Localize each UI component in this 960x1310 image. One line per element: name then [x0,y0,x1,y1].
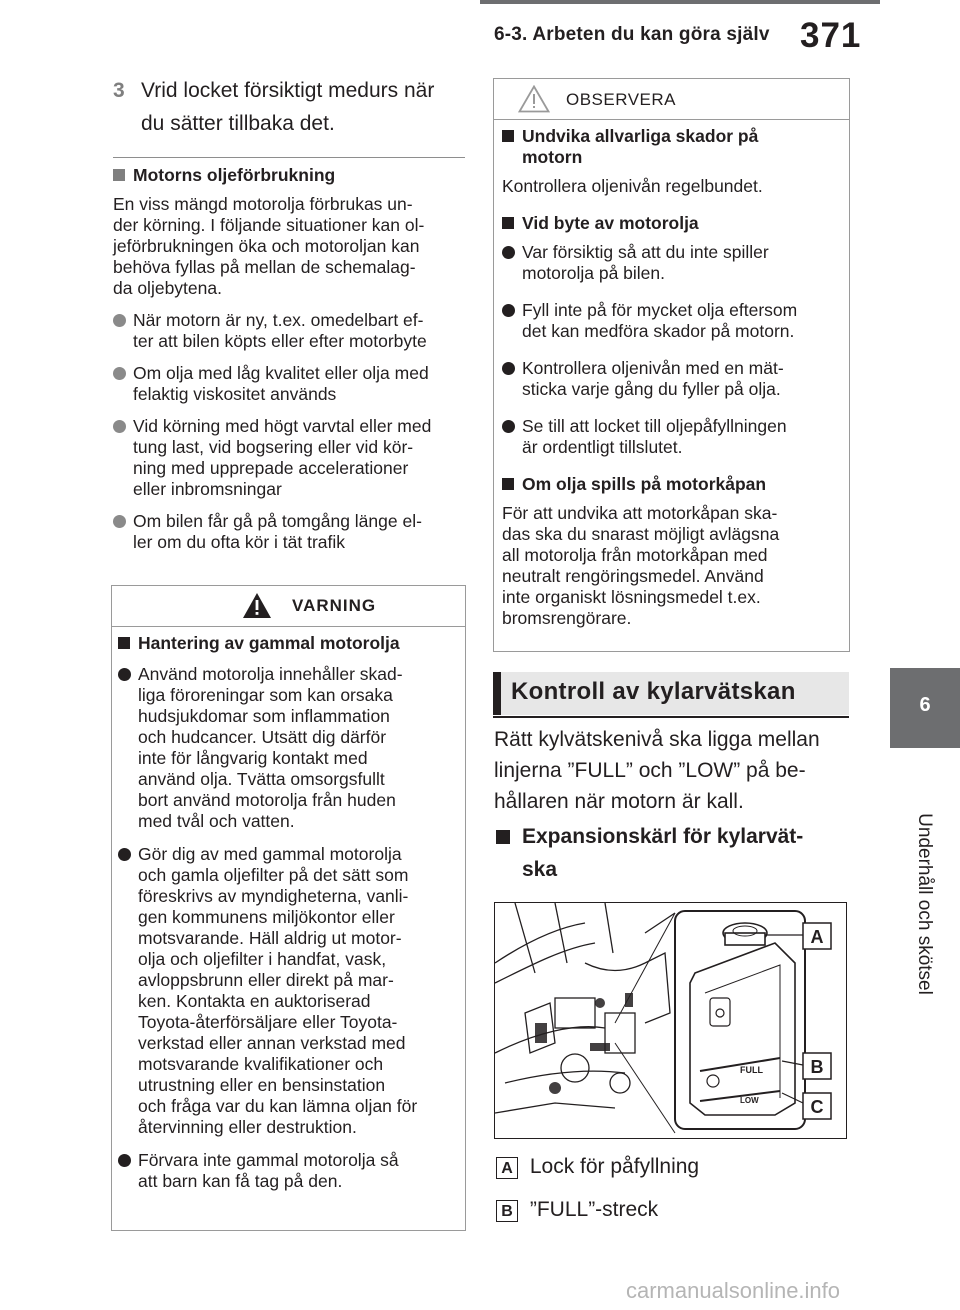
text-line: linjerna ”FULL” och ”LOW” på be- [494,759,806,782]
list-line: ning med upprepade accelerationer [133,458,409,478]
caution-triangle-icon [518,85,550,113]
warning-heading: Hantering av gammal motorolja [118,633,458,654]
list-line: och hudcancer. Utsätt dig därför [138,727,387,747]
warning-box [111,585,466,1231]
list-line: hudsjukdomar som inflammation [138,706,390,726]
callout-a: A [810,927,824,947]
list-item [502,300,842,342]
page-number: 371 [800,16,862,55]
list-line: föreskrivs av myndigheterna, vanli- [138,886,409,906]
list-line: olja och oljefilter i handfat, vask, [138,949,387,969]
list-line: Om bilen får gå på tomgång länge el- [133,511,422,531]
oil-consumption-section [113,165,465,553]
list-line: verkstad eller annan verkstad med [138,1033,406,1053]
list-line: Fyll inte på för mycket olja eftersom [522,300,798,320]
warning-triangle-icon [242,592,272,619]
list-line: Vid körning med högt varvtal eller med [133,416,432,436]
text-line: bromsrengörare. [502,608,632,628]
list-line: Kontrollera oljenivån med en mät- [522,358,784,378]
list-line: utrustning eller en bensinstation [138,1075,386,1095]
list-line: avloppsbrunn eller direkt på mar- [138,970,394,990]
legend-text: ”FULL”-streck [529,1198,659,1221]
section-title: 6-3. Arbeten du kan göra själv [494,24,770,45]
intro-line: En viss mängd motorolja förbrukas un- [113,194,413,214]
warning-header [112,586,465,627]
list-line: gen kommunens miljökontor eller [138,907,395,927]
section-underline [493,716,849,718]
list-item [502,416,842,458]
step-text [141,74,461,140]
legend-key: A [496,1157,518,1179]
text-line: hållaren när motorn är kall. [494,790,744,813]
list-line: ken. Kontakta en auktoriserad [138,991,371,1011]
notice-header [494,79,849,120]
callout-c: C [810,1097,824,1117]
notice-heading-spill: Om olja spills på motorkåpan [502,474,842,495]
full-mark-label: FULL [740,1065,763,1075]
text-line: Rätt kylvätskenivå ska ligga mellan [494,728,820,751]
list-item [118,844,458,1138]
list-line: Se till att locket till oljepåfyllningen [522,416,787,436]
reservoir-subheading [494,820,844,886]
text-line: all motorolja från motorkåpan med [502,545,768,565]
list-line: använd olja. Tvätta omsorgsfullt [138,769,385,789]
intro-line: der körning. I följande situationer kan ol- [113,215,425,235]
list-line: det kan medföra skador på motorn. [522,321,795,341]
list-line: Toyota-återförsäljare eller Toyota- [138,1012,398,1032]
heading-line: motorn [522,147,583,167]
list-line: motsvarande. Häll aldrig ut motor- [138,928,402,948]
list-line: liga föroreningar som kan orsaka [138,685,393,705]
list-line: bort använd motorolja från huden [138,790,396,810]
notice-heading-engine [502,126,842,168]
list-item [113,363,465,405]
engine-bay-illustration [495,903,845,1137]
text-line: inte organiskt lösningsmedel t.ex. [502,587,761,607]
heading-line: Undvika allvarliga skador på [522,126,759,146]
list-line: motorolja på bilen. [522,263,665,283]
divider [113,157,465,158]
list-line: och fråga var du kan lämna oljan för [138,1096,418,1116]
list-item [502,358,842,400]
list-item [118,664,458,832]
coolant-reservoir-figure [494,902,847,1139]
header-rule [480,0,880,4]
step-number: 3 [113,79,125,102]
square-bullet-icon [496,830,510,844]
notice-text-spill [502,503,842,629]
list-line: felaktig viskositet används [133,384,337,404]
list-line: eller inbromsningar [133,479,282,499]
list-line: sticka varje gång du fyller på olja. [522,379,781,399]
text-line: das ska du snarast möjligt avlägsna [502,524,780,544]
subheading-line: Expansionskärl för kylarvät- [522,825,804,848]
list-line: Gör dig av med gammal motorolja [138,844,402,864]
text-line: För att undvika att motorkåpan ska- [502,503,778,523]
list-item [113,511,465,553]
notice-text-check: Kontrollera oljenivån regelbundet. [502,176,763,196]
intro-line: jeförbrukningen öka och motoroljan kan [113,236,420,256]
intro-line: behöva fyllas på mellan de schemalag- [113,257,416,277]
list-item [113,416,465,500]
oil-consumption-heading: Motorns oljeförbrukning [113,165,465,186]
list-line: med tvål och vatten. [138,811,295,831]
coolant-text [494,724,854,817]
chapter-number: 6 [919,694,931,716]
list-line: inte för långvarig kontakt med [138,748,368,768]
list-line: Om olja med låg kvalitet eller olja med [133,363,429,383]
chapter-title: Underhåll och skötsel [914,813,935,995]
warning-title: VARNING [292,596,377,615]
text-line: neutralt rengöringsmedel. Använd [502,566,764,586]
legend-item-a [496,1154,699,1180]
list-line: motsvarande kvalifikationer och [138,1054,384,1074]
watermark: carmanualsonline.info [626,1278,841,1303]
oil-consumption-intro [113,194,465,299]
notice-heading-oil-change: Vid byte av motorolja [502,213,842,234]
step-3 [113,74,463,140]
list-line: tung last, vid bogsering eller vid kör- [133,437,414,457]
list-line: Använd motorolja innehåller skad- [138,664,403,684]
coolant-section-title: Kontroll av kylarvätskan [511,678,796,705]
list-line: Var försiktig så att du inte spiller [522,242,769,262]
notice-title: OBSERVERA [566,90,677,109]
list-line: återvinning eller destruktion. [138,1117,357,1137]
list-line: ler om du ofta kör i tät trafik [133,532,346,552]
intro-line: da oljebytena. [113,278,222,298]
list-line: är ordentligt tillslutet. [522,437,683,457]
legend-item-b [496,1197,658,1223]
list-item [502,242,842,284]
legend-key: B [496,1200,518,1222]
list-item [118,1150,458,1192]
list-line: ter att bilen köpts eller efter motorbyte [133,331,427,351]
step-line: Vrid locket försiktigt medurs när [141,79,435,102]
legend-text: Lock för påfyllning [529,1155,700,1178]
list-line: När motorn är ny, t.ex. omedelbart ef- [133,310,424,330]
notice-box [493,78,850,652]
subheading-line: ska [522,858,558,881]
callout-b: B [810,1057,824,1077]
list-item [113,310,465,352]
warning-content [118,633,458,1192]
step-line: du sätter tillbaka det. [141,112,335,135]
list-line: att barn kan få tag på den. [138,1171,343,1191]
coolant-section-heading [493,672,849,715]
list-line: Förvara inte gammal motorolja så [138,1150,399,1170]
low-mark-label: LOW [740,1096,759,1105]
list-line: och gamla oljefilter på det sätt som [138,865,409,885]
notice-content [502,126,842,629]
